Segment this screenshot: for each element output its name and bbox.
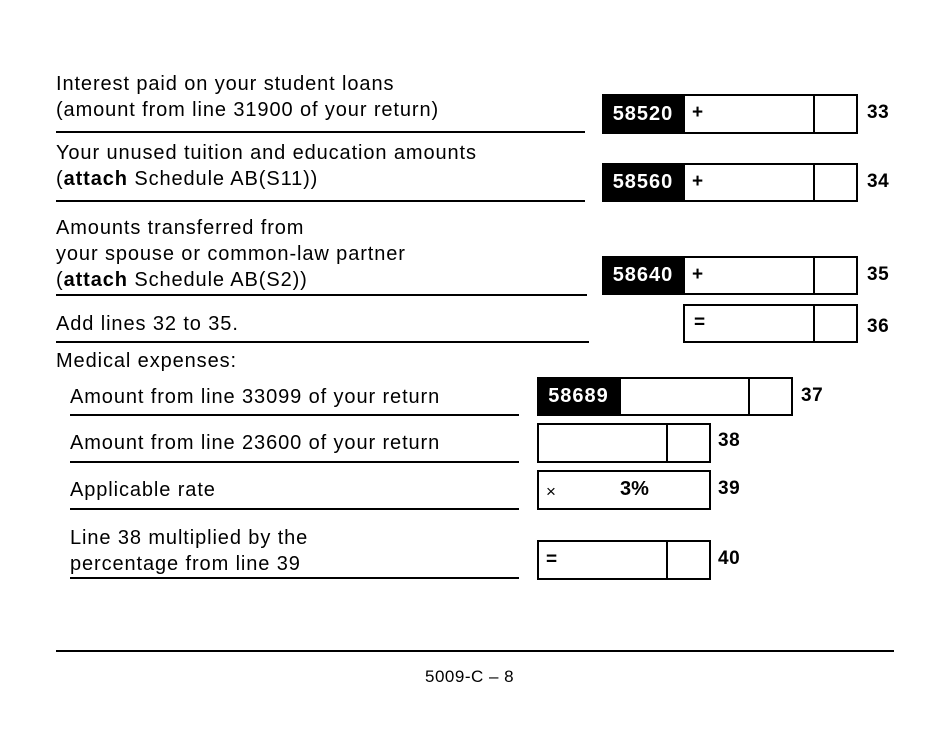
page-number: 5009-C – 8 <box>425 667 515 686</box>
line-39-underline <box>70 508 519 510</box>
line-33-cents-divider <box>813 96 815 132</box>
equals-sign: = <box>694 312 706 333</box>
line-number-39: 39 <box>718 478 741 499</box>
line-33-label <box>56 71 439 123</box>
line-39-label: Applicable rate <box>70 479 216 501</box>
line-number-37: 37 <box>801 385 824 406</box>
line-34-underline <box>56 200 585 202</box>
equals-sign: = <box>546 549 558 570</box>
field-code-58689: 58689 <box>537 377 620 416</box>
field-code-58640: 58640 <box>602 256 684 295</box>
line-33-amount-field[interactable] <box>683 94 858 134</box>
line-34-amount-field[interactable] <box>683 163 858 202</box>
line-35-underline <box>56 294 587 296</box>
line-35-label-line2: your spouse or common-law partner <box>56 243 406 265</box>
line-number-40: 40 <box>718 548 741 569</box>
line-34-cents-divider <box>813 165 815 200</box>
line-34-label-line1: Your unused tuition and education amounts <box>56 142 477 164</box>
line-35-label-line3: (attach Schedule AB(S2)) <box>56 269 308 291</box>
line-35-amount-field[interactable] <box>683 256 858 295</box>
line-number-35: 35 <box>867 264 890 285</box>
line-37-label: Amount from line 33099 of your return <box>70 386 441 408</box>
line-37-amount-field[interactable] <box>619 377 793 416</box>
line-40-cents-divider <box>666 542 668 578</box>
line-38-amount-field[interactable] <box>537 423 711 463</box>
line-36-label: Add lines 32 to 35. <box>56 313 239 335</box>
line-number-36: 36 <box>867 316 890 337</box>
line-number-33: 33 <box>867 102 890 123</box>
line-38-underline <box>70 461 519 463</box>
line-38-cents-divider <box>666 425 668 461</box>
line-36-underline <box>56 341 589 343</box>
field-code-58520: 58520 <box>602 94 684 134</box>
line-35-label <box>56 215 406 293</box>
plus-sign: + <box>692 264 704 285</box>
applicable-rate-value: 3% <box>620 478 649 500</box>
line-40-label-line1: Line 38 multiplied by the <box>70 527 309 549</box>
line-35-label-line1: Amounts transferred from <box>56 217 305 239</box>
line-36-amount-field[interactable] <box>683 304 858 343</box>
plus-sign: + <box>692 102 704 123</box>
line-40-amount-field[interactable] <box>537 540 711 580</box>
line-40-underline <box>70 577 519 579</box>
field-code-58560: 58560 <box>602 163 684 202</box>
line-38-label: Amount from line 23600 of your return <box>70 432 441 454</box>
line-34-label <box>56 140 477 192</box>
line-33-label-line1: Interest paid on your student loans <box>56 73 395 95</box>
line-number-38: 38 <box>718 430 741 451</box>
line-40-label-line2: percentage from line 39 <box>70 553 301 575</box>
line-40-label <box>70 525 308 577</box>
line-37-cents-divider <box>748 379 750 414</box>
plus-sign: + <box>692 171 704 192</box>
line-34-label-line2: (attach Schedule AB(S11)) <box>56 168 319 190</box>
multiply-sign: × <box>546 482 556 501</box>
footer-rule <box>56 650 894 652</box>
line-number-34: 34 <box>867 171 890 192</box>
line-35-cents-divider <box>813 258 815 293</box>
line-37-underline <box>70 414 519 416</box>
line-36-cents-divider <box>813 306 815 341</box>
line-33-underline <box>56 131 585 133</box>
medical-expenses-heading: Medical expenses: <box>56 350 237 372</box>
line-33-label-line2: (amount from line 31900 of your return) <box>56 99 440 121</box>
